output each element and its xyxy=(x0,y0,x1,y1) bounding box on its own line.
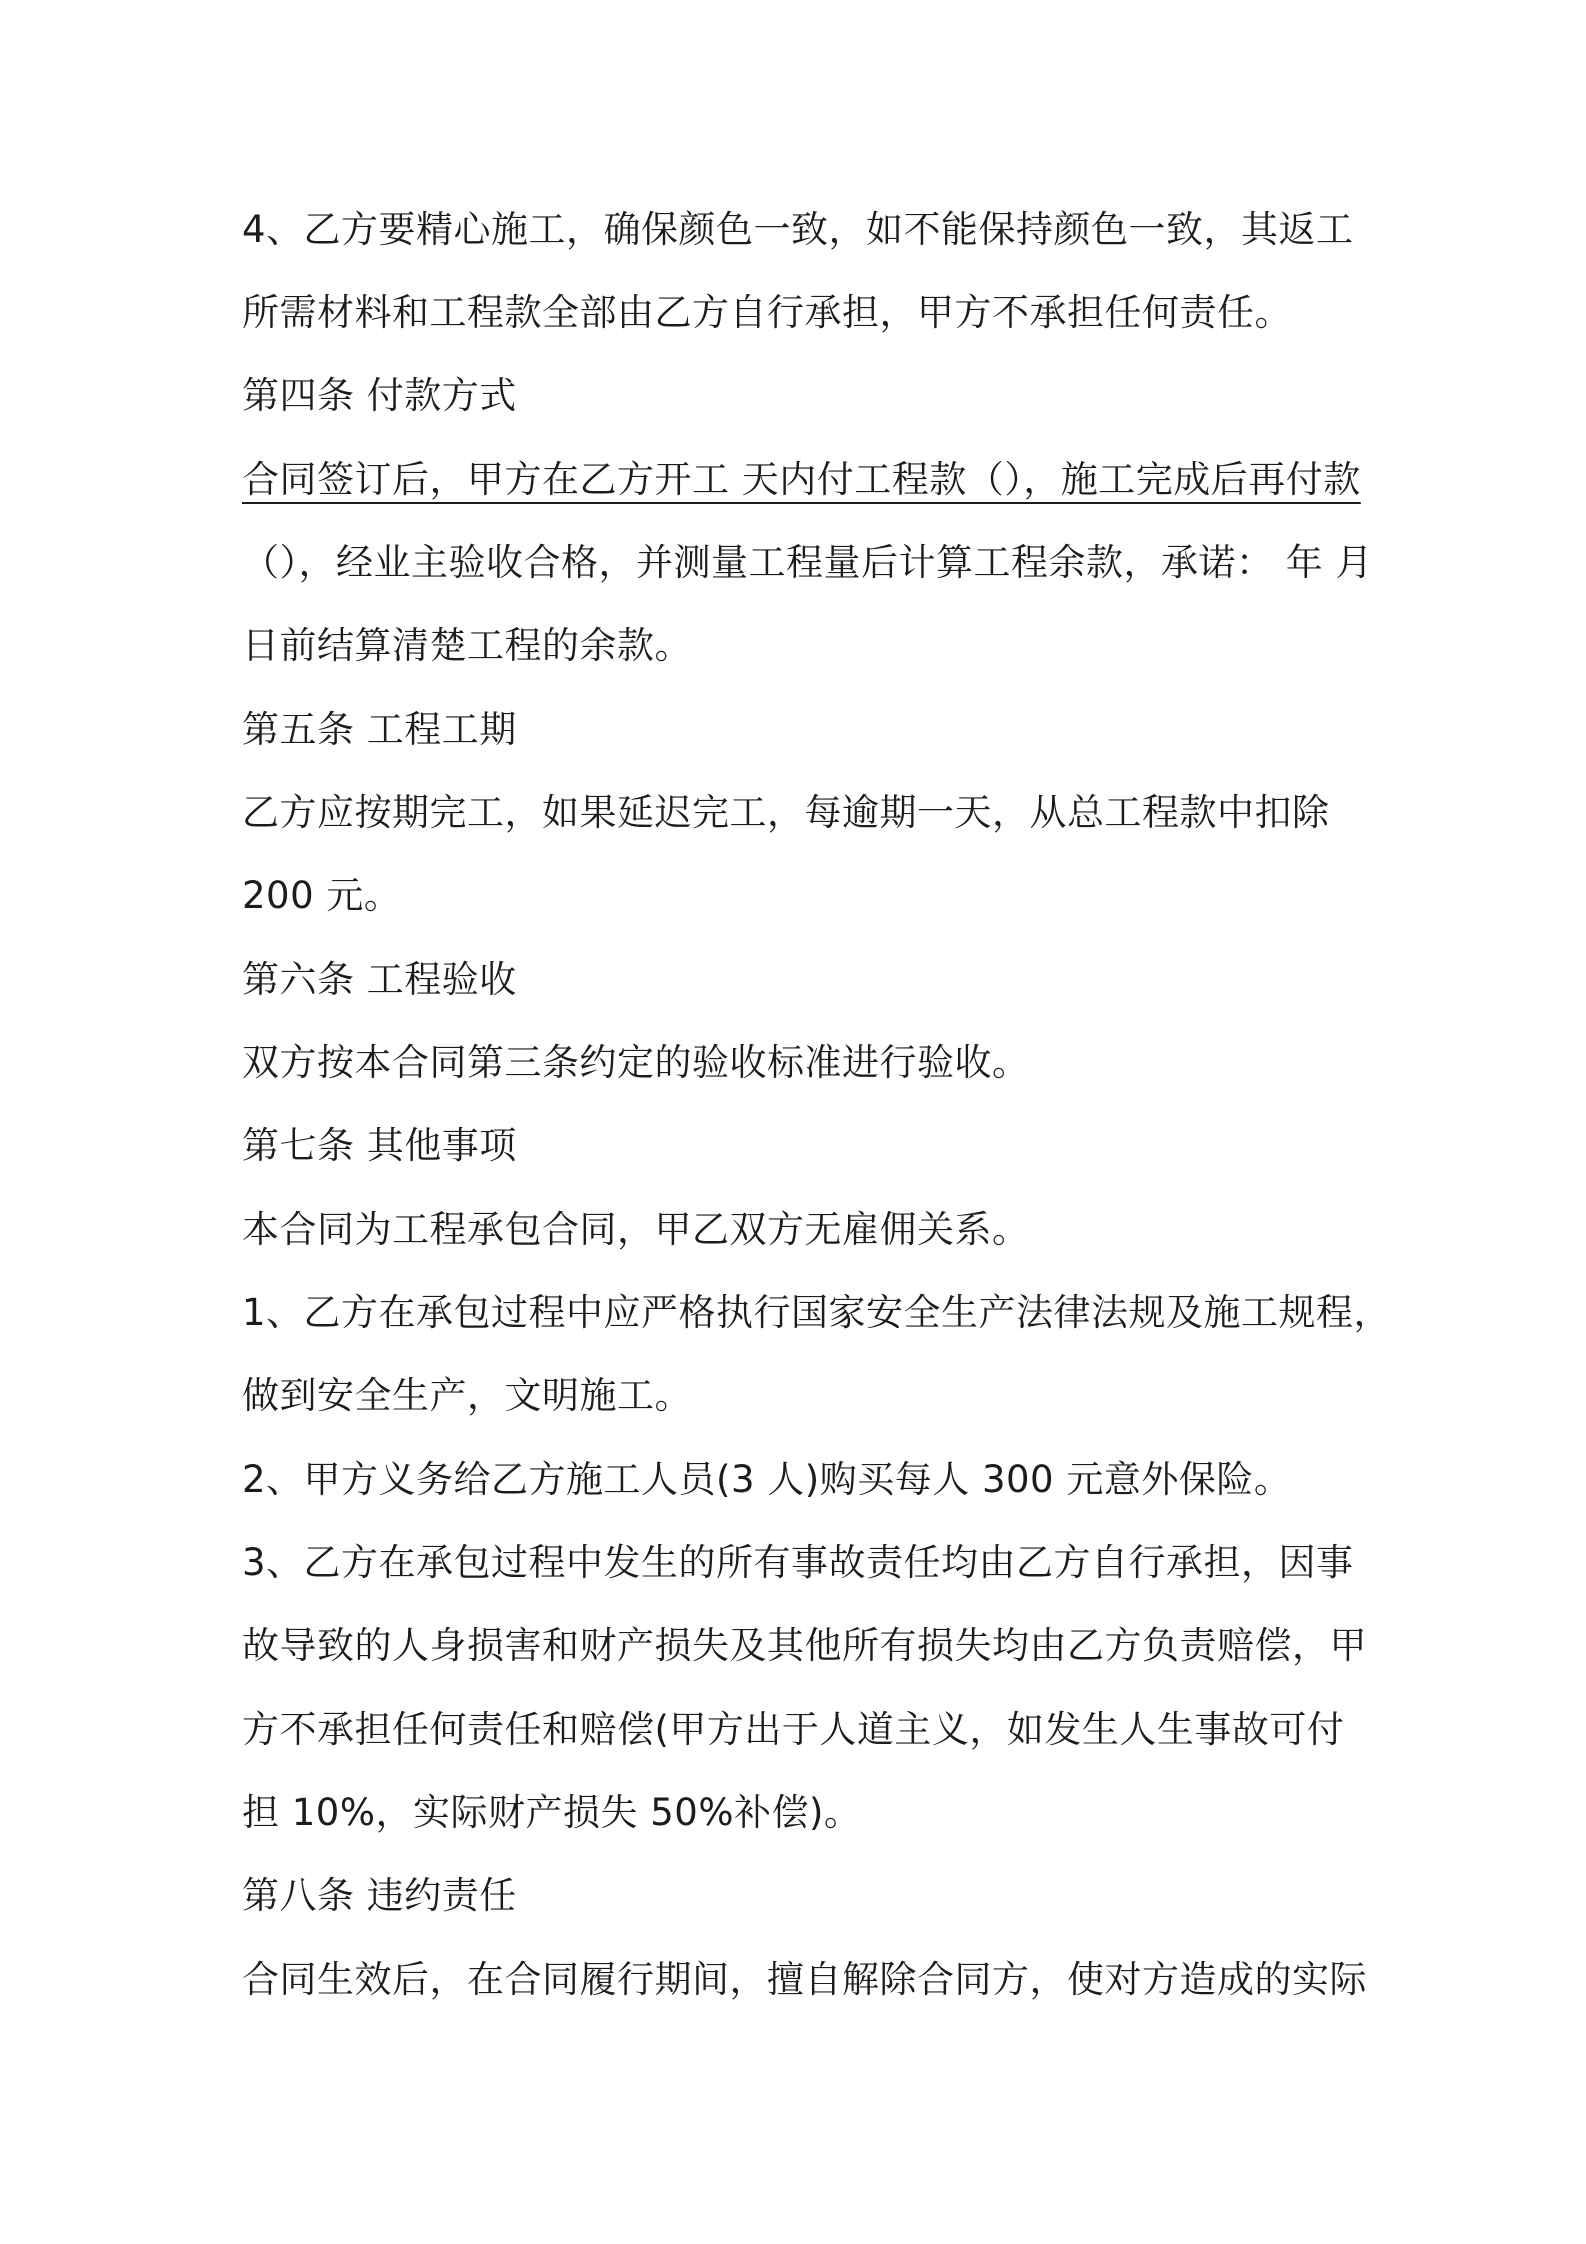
clause-6-heading: 第六条 工程验收 xyxy=(242,958,517,1001)
clause-7-item-3-line-2: 故导致的人身损害和财产损失及其他所有损失均由乙方负责赔偿，甲 xyxy=(242,1624,1367,1667)
clause-7-heading: 第七条 其他事项 xyxy=(242,1124,517,1167)
clause-7-item-3-line-3: 方不承担任何责任和赔偿(甲方出于人道主义，如发生人生事故可付 xyxy=(242,1708,1345,1751)
clause-3-item-4-line-1: 4、乙方要精心施工，确保颜色一致，如不能保持颜色一致，其返工 xyxy=(242,208,1354,251)
clause-7-item-1-line-2: 做到安全生产，文明施工。 xyxy=(242,1374,692,1417)
clause-5-text-line-1: 乙方应按期完工，如果延迟完工，每逾期一天，从总工程款中扣除 xyxy=(242,791,1330,834)
clause-4-heading: 第四条 付款方式 xyxy=(242,374,517,417)
clause-7-item-2: 2、甲方义务给乙方施工人员(3 人)购买每人 300 元意外保险。 xyxy=(242,1458,1292,1501)
clause-7-item-1-line-1: 1、乙方在承包过程中应严格执行国家安全生产法律法规及施工规程， xyxy=(242,1291,1392,1334)
clause-5-heading: 第五条 工程工期 xyxy=(242,708,517,751)
clause-4-text-line-1: 合同签订后，甲方在乙方开工 天内付工程款（），施工完成后再付款 xyxy=(242,458,1361,501)
clause-6-text: 双方按本合同第三条约定的验收标准进行验收。 xyxy=(242,1041,1030,1084)
clause-7-item-3-line-4: 担 10%，实际财产损失 50%补偿)。 xyxy=(242,1791,862,1834)
clause-5-text-line-2: 200 元。 xyxy=(242,874,402,917)
clause-7-intro: 本合同为工程承包合同，甲乙双方无雇佣关系。 xyxy=(242,1208,1030,1251)
clause-8-text-line-1: 合同生效后，在合同履行期间，擅自解除合同方，使对方造成的实际 xyxy=(242,1958,1367,2001)
clause-7-item-3-line-1: 3、乙方在承包过程中发生的所有事故责任均由乙方自行承担，因事 xyxy=(242,1541,1354,1584)
clause-3-item-4-line-2: 所需材料和工程款全部由乙方自行承担，甲方不承担任何责任。 xyxy=(242,291,1292,334)
clause-4-text-line-3: 日前结算清楚工程的余款。 xyxy=(242,624,692,667)
clause-8-heading: 第八条 违约责任 xyxy=(242,1874,517,1917)
clause-4-text-line-2: （），经业主验收合格，并测量工程量后计算工程余款，承诺： 年 月 xyxy=(242,541,1374,584)
